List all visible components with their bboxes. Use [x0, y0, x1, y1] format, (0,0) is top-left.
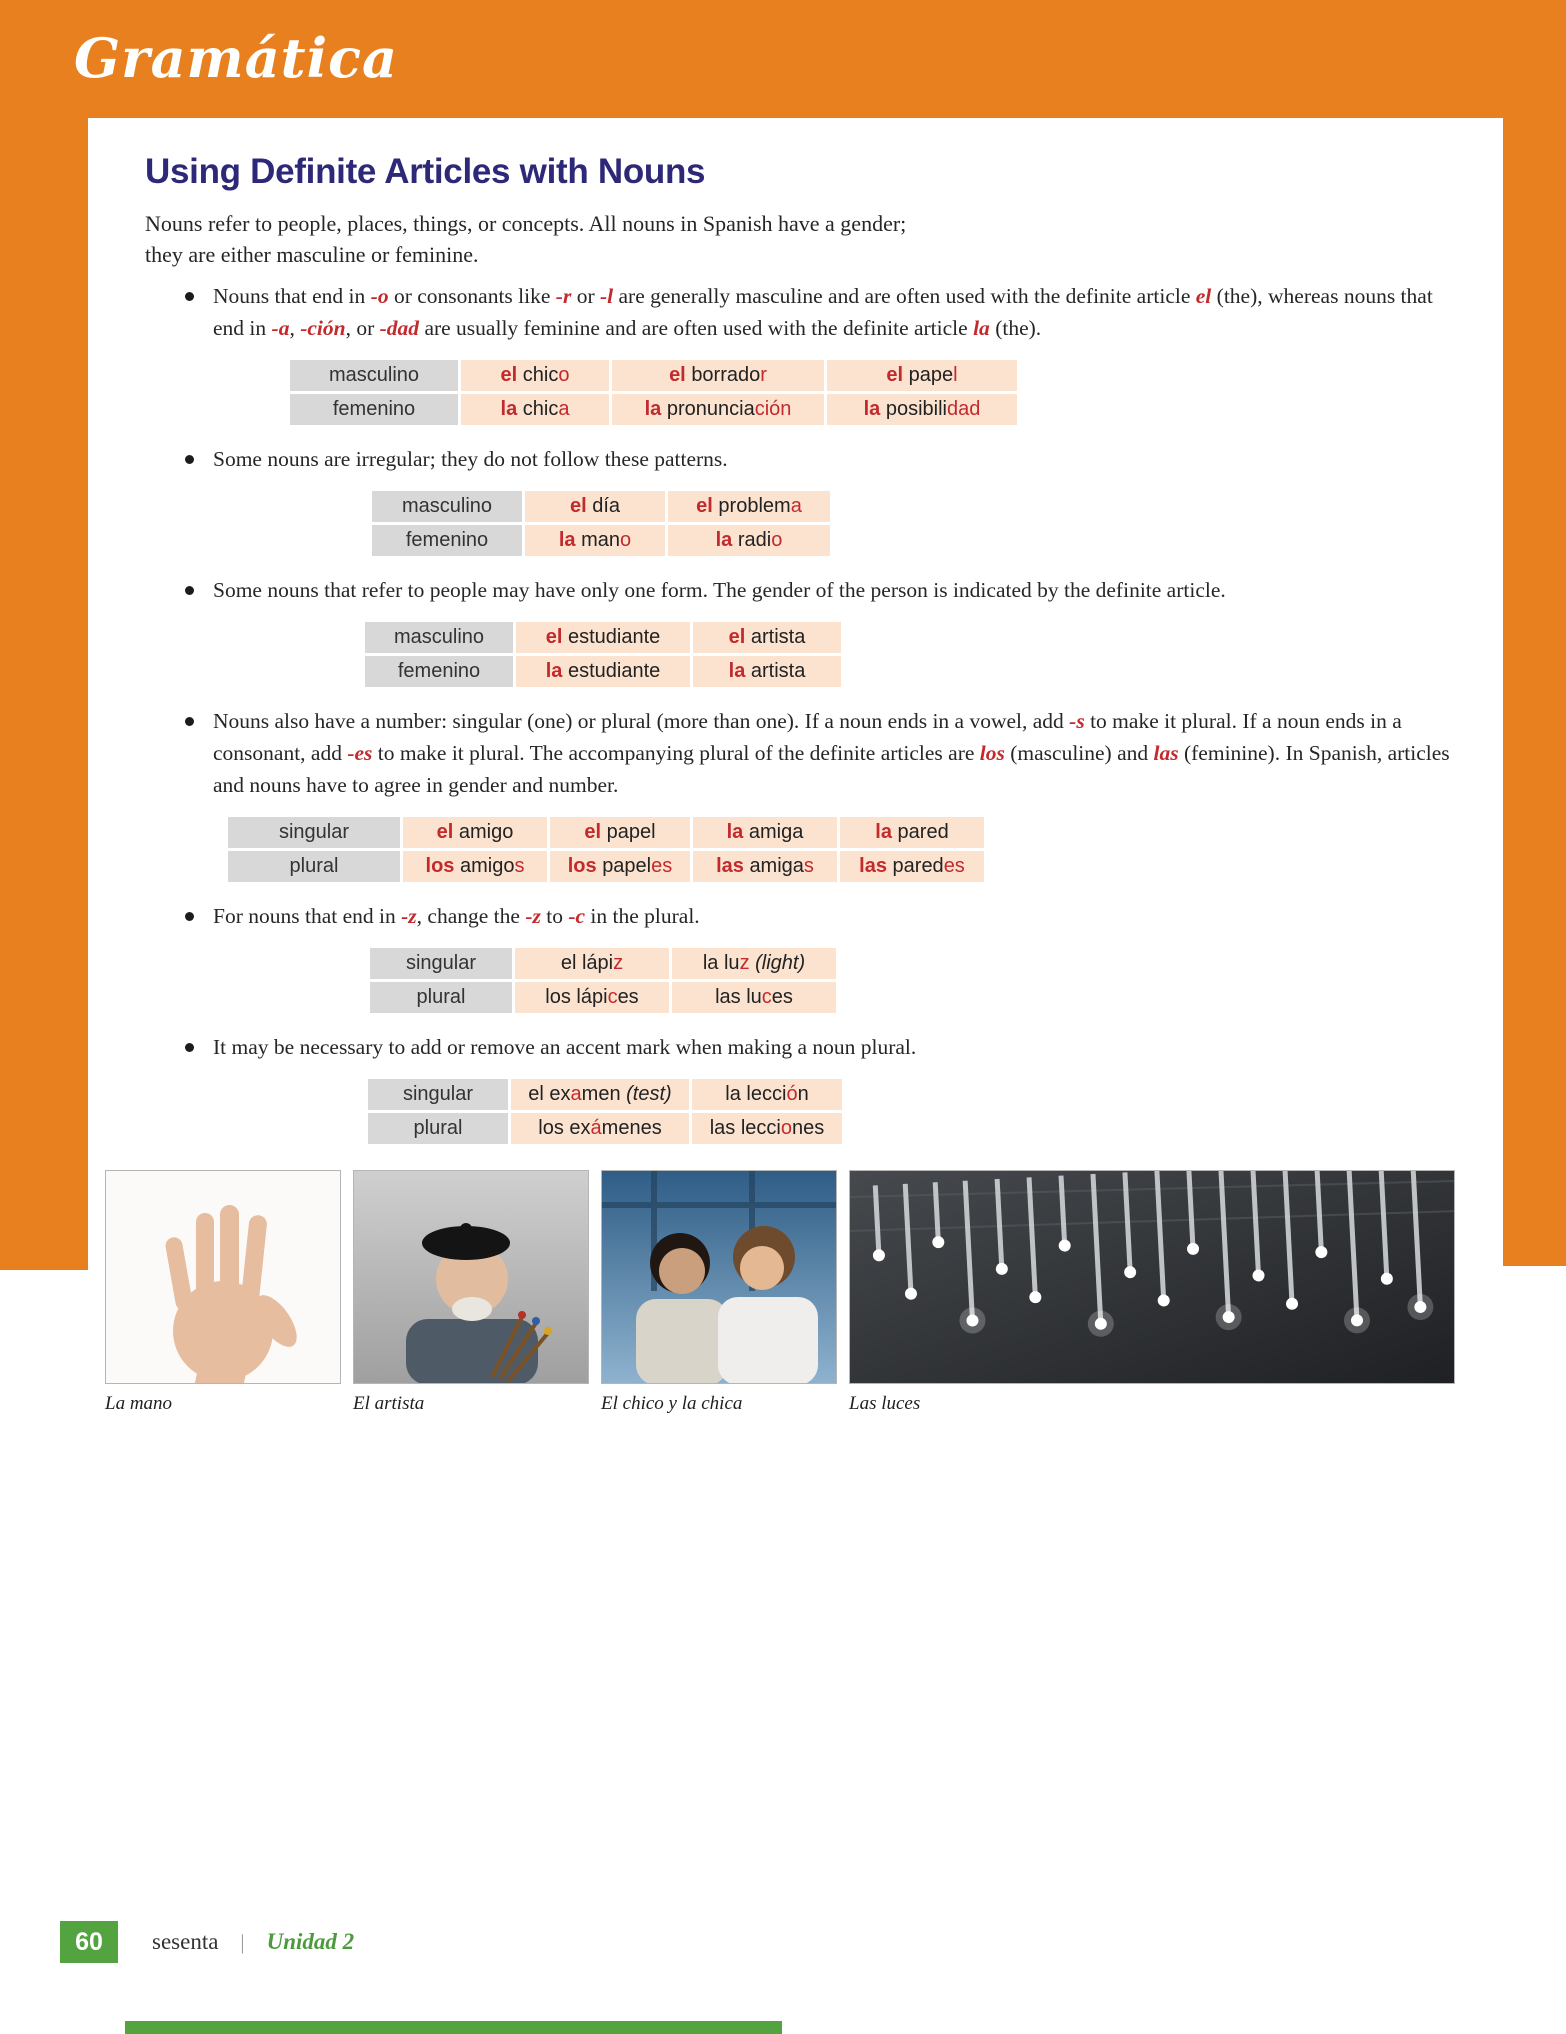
table-row [372, 491, 1463, 522]
row-label-cell: femenino [365, 656, 513, 687]
table-row [228, 817, 1463, 848]
table-row [290, 360, 1463, 391]
example-cell: el problem a [668, 491, 830, 522]
photo-caption: La mano [105, 1393, 173, 1414]
example-cell: el ex a men (test) [511, 1079, 689, 1110]
example-cell: el estudiante [516, 622, 690, 653]
unit-label: Unidad 2 [266, 1929, 355, 1954]
table-row [368, 1079, 1463, 1110]
photo-caption: El artista [353, 1393, 425, 1414]
photo-la-mano [105, 1170, 341, 1415]
bullet-text: Some nouns that refer to people may have only one form. The gender of the person is indicated by the definite article. [213, 578, 1226, 602]
bullet-point [185, 574, 1463, 606]
row-label-cell: singular [228, 817, 400, 848]
artist-illustration [354, 1171, 589, 1384]
example-cell: los amigo s [403, 851, 547, 882]
orange-left-border [0, 118, 88, 1270]
example-cell: los ex á menes [511, 1113, 689, 1144]
table-row [368, 1113, 1463, 1144]
bullet-text: For nouns that end in -z, change the -z to -c in the plural. [213, 904, 700, 928]
example-cell: el chic o [461, 360, 609, 391]
example-cell: la pared [840, 817, 984, 848]
gender-endings-table [290, 360, 1463, 425]
bullet-point [185, 443, 1463, 475]
intro-paragraph [145, 208, 1463, 270]
example-cell: la artista [693, 656, 841, 687]
bullet-icon [185, 1043, 194, 1052]
page-number-badge: 60 [60, 1921, 118, 1963]
page-number-word: sesenta [152, 1929, 219, 1954]
example-cell: las amiga s [693, 851, 837, 882]
row-label-cell: singular [368, 1079, 508, 1110]
table-row [370, 982, 1463, 1013]
example-cell: el papel [550, 817, 690, 848]
example-cell: la man o [525, 525, 665, 556]
example-cell: el artista [693, 622, 841, 653]
intro-line: Nouns refer to people, places, things, or concepts. All nouns in Spanish have a gender; [145, 211, 907, 236]
table-row [370, 948, 1463, 979]
row-label-cell: plural [228, 851, 400, 882]
example-cell: la amiga [693, 817, 837, 848]
bullet-icon [185, 586, 194, 595]
example-cell: la pronuncia ción [612, 394, 824, 425]
bullet-icon [185, 292, 194, 301]
example-cell: las pared es [840, 851, 984, 882]
orange-right-border [1503, 118, 1566, 1266]
photo-chico-chica [601, 1170, 837, 1415]
photo-strip [105, 1170, 1503, 1415]
irregular-nouns-table [372, 491, 1463, 556]
example-cell: la posibili dad [827, 394, 1017, 425]
example-cell: el amigo [403, 817, 547, 848]
chapter-title: Gramática [74, 26, 399, 90]
row-label-cell: singular [370, 948, 512, 979]
row-label-cell: femenino [372, 525, 522, 556]
table-row [365, 622, 1463, 653]
intro-line: they are either masculine or feminine. [145, 242, 479, 267]
bullet-icon [185, 912, 194, 921]
example-cell: el lápi z [515, 948, 669, 979]
bullet-text: Nouns also have a number: singular (one) or plural (more than one). If a noun ends in a vowel, add -s to make it plural. If a noun ends in a consonant, add -es to make it plural. The accompanying plural of the definite articles are los (masculine) and las (feminine). In Spanish, articles and nouns have to agree in gender and number. [213, 709, 1450, 797]
example-cell: el borrado r [612, 360, 824, 391]
section-title: Using Definite Articles with Nouns [145, 152, 706, 191]
example-cell: el pape l [827, 360, 1017, 391]
row-label-cell: plural [368, 1113, 508, 1144]
bullet-text: It may be necessary to add or remove an accent mark when making a noun plural. [213, 1035, 917, 1059]
example-cell: la lecci ó n [692, 1079, 842, 1110]
example-cell: los papel es [550, 851, 690, 882]
example-cell: los lápi c es [515, 982, 669, 1013]
table-row [372, 525, 1463, 556]
boy-and-girl-photo [601, 1170, 837, 1384]
row-label-cell: masculino [372, 491, 522, 522]
table-row [290, 394, 1463, 425]
example-cell: la radi o [668, 525, 830, 556]
bullet-text: Some nouns are irregular; they do not follow these patterns. [213, 447, 728, 471]
flow [145, 280, 1463, 1144]
photo-el-artista [353, 1170, 589, 1415]
row-label-cell: femenino [290, 394, 458, 425]
photo-caption: Las luces [849, 1393, 921, 1414]
bullet-icon [185, 455, 194, 464]
hand-photo [105, 1170, 341, 1384]
lights-illustration [850, 1171, 1455, 1384]
singular-plural-table [228, 817, 1463, 882]
example-cell: la chic a [461, 394, 609, 425]
one-form-nouns-table [365, 622, 1463, 687]
footer [152, 1929, 354, 1955]
bullet-icon [185, 717, 194, 726]
boy-and-girl-illustration [602, 1171, 837, 1384]
example-cell: el día [525, 491, 665, 522]
content-panel [88, 118, 1503, 1415]
accent-mark-table [368, 1079, 1463, 1144]
example-cell: las lecci o nes [692, 1113, 842, 1144]
artist-photo [353, 1170, 589, 1384]
row-label-cell: masculino [365, 622, 513, 653]
bullet-point [185, 900, 1463, 932]
photo-caption: El chico y la chica [601, 1393, 743, 1414]
example-cell: las lu c es [672, 982, 836, 1013]
lights-photo [849, 1170, 1455, 1384]
bottom-green-bar [125, 2021, 782, 2034]
example-cell: la estudiante [516, 656, 690, 687]
bullet-point [185, 280, 1463, 344]
footer-separator: | [240, 1930, 245, 1954]
bullet-point [185, 705, 1463, 801]
example-cell: la lu z (light) [672, 948, 836, 979]
bullet-point [185, 1031, 1463, 1063]
z-to-c-table [370, 948, 1463, 1013]
hand-illustration [106, 1171, 341, 1384]
table-row [228, 851, 1463, 882]
bullet-text: Nouns that end in -o or consonants like -r or -l are generally masculine and are often used with the definite article el (the), whereas nouns that end in -a, -ción, or -dad are usually feminine and are often used with the definite article la (the). [213, 284, 1433, 340]
table-row [365, 656, 1463, 687]
row-label-cell: plural [370, 982, 512, 1013]
row-label-cell: masculino [290, 360, 458, 391]
photo-las-luces [849, 1170, 1455, 1415]
